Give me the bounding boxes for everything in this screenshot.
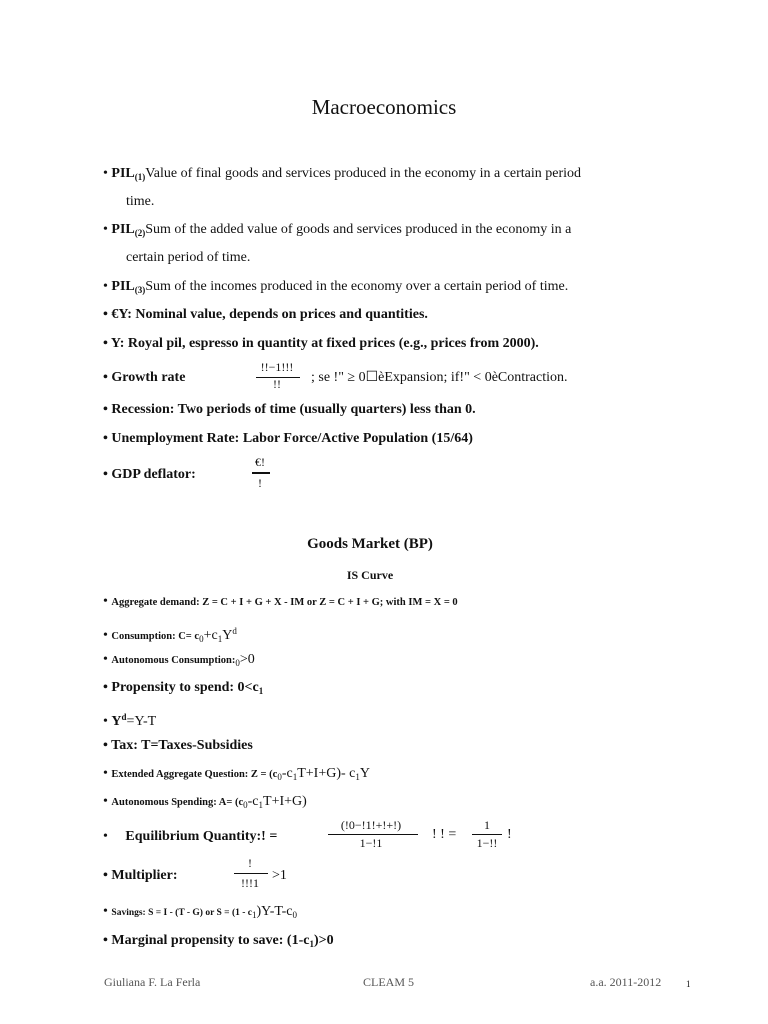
deflator-numerator: €! [255, 455, 265, 469]
bullet: • [103, 370, 112, 385]
bullet: • [103, 680, 112, 695]
bullet: • [103, 166, 112, 181]
bullet: • [103, 279, 112, 294]
bullet: • [103, 738, 112, 753]
equilibrium-quantity: • Equilibrium Quantity:! = [103, 829, 278, 844]
aggregate-demand: • Aggregate demand: Z = C + I + G + X - IM or Z = C + I + G; with IM = X = 0 [103, 594, 458, 609]
definition-royal: • Y: Royal pil, espresso in quantity at fixed prices (e.g., prices from 2000). [103, 336, 539, 351]
bullet: • [103, 829, 112, 844]
bullet: • [103, 933, 112, 948]
multiplier-end: >1 [272, 868, 287, 883]
definition-pil-1: • $PIL_{(1)}Value$ of final goods and services produced in the economy in a certain period [103, 166, 582, 182]
footer-author: Giuliana F. La Ferla [104, 975, 201, 989]
tax: • Tax: T=Taxes-Subsidies [103, 738, 253, 753]
gdp-deflator-label: • GDP deflator: [103, 467, 196, 482]
page-title: Macroeconomics [311, 95, 457, 119]
deflator-denominator: ! [258, 476, 262, 490]
growth-numerator: !!−1!!! [260, 360, 294, 374]
definition-unemployment: • Unemployment Rate: Labor Force/Active Population (15/64) [103, 431, 473, 446]
bullet: • [103, 794, 112, 809]
bullet: • [103, 336, 111, 351]
footer-course: CLEAM 5 [363, 975, 414, 989]
bullet: • [103, 594, 112, 609]
propensity-to-spend: • Propensity to spend: $0<c_1$ [103, 680, 264, 696]
bullet: • [103, 222, 112, 237]
bullet: • [103, 628, 112, 643]
definition-pil-2-continuation: certain period of time. [126, 250, 251, 265]
equilibrium-fraction-bar-2 [472, 834, 502, 835]
bullet: • [103, 402, 112, 417]
savings: • Savings: S = I - (T - G) or $S = (1 - c_1)Y-T-c_0$ [103, 904, 298, 920]
definition-pil-2: • $PIL_{(2)}Sum$ of the added value of goods and services produced in the economy in a [103, 222, 572, 238]
disposable-income: • $Y^d=Y-T$ [103, 712, 157, 729]
equilibrium-denominator: 1−!1 [359, 836, 383, 850]
equilibrium-denominator-2: 1−!! [476, 836, 498, 850]
footer-page-number: 1 [686, 979, 691, 989]
equilibrium-equals: ! ! = [432, 827, 457, 842]
growth-rate-label: • Growth rate [103, 370, 186, 385]
growth-denominator: !! [273, 377, 281, 391]
equilibrium-fraction-bar [328, 834, 418, 835]
definition-nominal: • €Y: Nominal value, depends on prices and quantities. [103, 307, 428, 322]
growth-rate-condition: ; se !" ≥ 0☐èExpansion; if!" < 0èContraction. [311, 370, 568, 385]
footer-year: a.a. 2011-2012 [590, 975, 662, 989]
multiplier-numerator: ! [248, 856, 252, 870]
multiplier-denominator: !!!1 [241, 876, 259, 890]
extended-aggregate-question: • Extended Aggregate Question: $Z = (c_0-c_1T+I+G)-$ $c_1Y$ [103, 766, 370, 782]
equilibrium-end: ! [507, 827, 512, 842]
marginal-propensity-to-save: • Marginal propensity to save: $(1-c_1)>0$ [103, 933, 334, 949]
equilibrium-numerator-2: 1 [484, 818, 490, 832]
section-subheading: IS Curve [346, 568, 394, 582]
consumption: • Consumption: $C= c_0+c_1Y^d$ [103, 626, 237, 644]
autonomous-spending: • Autonomous Spending: $A= (c_0-c_1T+I+G)$ [103, 794, 307, 810]
equilibrium-numerator: (!0−!1!+!+!) [340, 818, 402, 832]
bullet: • [103, 467, 112, 482]
definition-recession: • Recession: Two periods of time (usually quarters) less than 0. [103, 402, 476, 417]
bullet: • [103, 904, 112, 919]
multiplier-fraction-bar [234, 873, 268, 874]
bullet: • [103, 868, 112, 883]
definition-pil-3: • $PIL_{(3)}Sum$ of the incomes produced in the economy over a certain period of time. [103, 279, 569, 295]
definition-pil-1-continuation: time. [126, 194, 155, 209]
section-heading: Goods Market (BP) [307, 536, 433, 552]
bullet: • [103, 766, 112, 781]
bullet: • [103, 307, 112, 322]
deflator-fraction-bar [252, 472, 270, 474]
autonomous-consumption: • Autonomous $Consumption:_0>0$ [103, 652, 255, 668]
bullet: • [103, 431, 112, 446]
bullet: • [103, 714, 112, 729]
multiplier-label: • Multiplier: [103, 868, 178, 883]
bullet: • [103, 652, 112, 667]
